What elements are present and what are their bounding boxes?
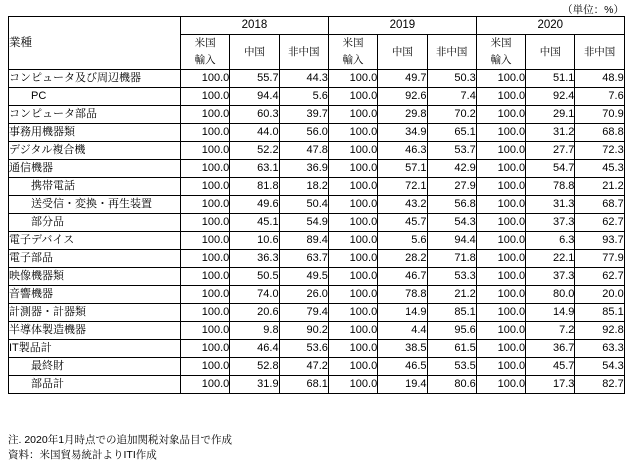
- cell-value: 74.0: [230, 286, 279, 304]
- cell-value: 50.5: [230, 268, 279, 286]
- cell-value: 7.2: [526, 322, 575, 340]
- cell-value: 100.0: [181, 142, 230, 160]
- cell-value: 100.0: [328, 106, 377, 124]
- cell-value: 79.4: [279, 304, 328, 322]
- cell-value: 7.4: [427, 88, 476, 106]
- header-subcol-line2: 輸入: [342, 54, 364, 66]
- table-header: [9, 17, 625, 70]
- cell-value: 62.7: [575, 268, 624, 286]
- cell-value: 95.6: [427, 322, 476, 340]
- cell-value: 80.6: [427, 376, 476, 394]
- cell-value: 72.3: [575, 142, 624, 160]
- cell-value: 100.0: [181, 340, 230, 358]
- row-label: 送受信・変換・再生装置: [9, 196, 181, 214]
- cell-value: 100.0: [328, 88, 377, 106]
- note-line-2: 資料：米国貿易統計よりITI作成: [8, 449, 157, 461]
- table-row: [9, 304, 625, 322]
- cell-value: 31.3: [526, 196, 575, 214]
- cell-value: 51.1: [526, 70, 575, 88]
- cell-value: 60.3: [230, 106, 279, 124]
- cell-value: 100.0: [181, 268, 230, 286]
- cell-value: 14.9: [526, 304, 575, 322]
- cell-value: 49.6: [230, 196, 279, 214]
- cell-value: 6.3: [526, 232, 575, 250]
- cell-value: 14.9: [378, 304, 427, 322]
- header-subcol-line1: 米国: [490, 37, 512, 49]
- row-label: 半導体製造機器: [9, 322, 181, 340]
- header-cell-us-import-2018: [181, 35, 230, 70]
- header-cell-year-2018: 2018: [181, 17, 329, 35]
- table-row: [9, 376, 625, 394]
- cell-value: 100.0: [328, 304, 377, 322]
- row-label: 電子部品: [9, 250, 181, 268]
- header-cell-us-import-2019: [328, 35, 377, 70]
- cell-value: 100.0: [328, 322, 377, 340]
- table-row: [9, 70, 625, 88]
- cell-value: 100.0: [476, 358, 525, 376]
- cell-value: 54.7: [526, 160, 575, 178]
- row-label: 計測器・計器類: [9, 304, 181, 322]
- cell-value: 80.0: [526, 286, 575, 304]
- cell-value: 4.4: [378, 322, 427, 340]
- table-row: [9, 286, 625, 304]
- table-row: [9, 358, 625, 376]
- cell-value: 5.6: [279, 88, 328, 106]
- cell-value: 36.9: [279, 160, 328, 178]
- cell-value: 100.0: [181, 250, 230, 268]
- table-row: [9, 232, 625, 250]
- table-row: [9, 214, 625, 232]
- cell-value: 56.0: [279, 124, 328, 142]
- row-label: コンピュータ及び周辺機器: [9, 70, 181, 88]
- cell-value: 52.8: [230, 358, 279, 376]
- cell-value: 29.8: [378, 106, 427, 124]
- cell-value: 100.0: [181, 106, 230, 124]
- cell-value: 100.0: [476, 106, 525, 124]
- cell-value: 100.0: [476, 88, 525, 106]
- cell-value: 100.0: [181, 376, 230, 394]
- table-row: [9, 268, 625, 286]
- header-cell-nonchina-2020: 非中国: [575, 35, 624, 70]
- cell-value: 21.2: [575, 178, 624, 196]
- cell-value: 100.0: [181, 322, 230, 340]
- cell-value: 100.0: [328, 178, 377, 196]
- cell-value: 47.8: [279, 142, 328, 160]
- cell-value: 45.7: [526, 358, 575, 376]
- cell-value: 44.3: [279, 70, 328, 88]
- cell-value: 54.3: [575, 358, 624, 376]
- cell-value: 100.0: [476, 160, 525, 178]
- cell-value: 100.0: [328, 232, 377, 250]
- cell-value: 92.4: [526, 88, 575, 106]
- cell-value: 100.0: [476, 268, 525, 286]
- header-subcol-line2: 輸入: [490, 54, 512, 66]
- cell-value: 53.6: [279, 340, 328, 358]
- cell-value: 27.9: [427, 178, 476, 196]
- cell-value: 47.2: [279, 358, 328, 376]
- header-cell-year-2020: 2020: [476, 17, 624, 35]
- row-label: 映像機器類: [9, 268, 181, 286]
- cell-value: 42.9: [427, 160, 476, 178]
- cell-value: 100.0: [476, 250, 525, 268]
- cell-value: 54.9: [279, 214, 328, 232]
- cell-value: 21.2: [427, 286, 476, 304]
- cell-value: 5.6: [378, 232, 427, 250]
- cell-value: 31.2: [526, 124, 575, 142]
- cell-value: 31.9: [230, 376, 279, 394]
- cell-value: 89.4: [279, 232, 328, 250]
- table-row: [9, 196, 625, 214]
- cell-value: 70.2: [427, 106, 476, 124]
- header-subcol-line1: 米国: [342, 37, 364, 49]
- cell-value: 53.3: [427, 268, 476, 286]
- cell-value: 55.7: [230, 70, 279, 88]
- cell-value: 45.3: [575, 160, 624, 178]
- cell-value: 36.3: [230, 250, 279, 268]
- cell-value: 100.0: [181, 214, 230, 232]
- row-label: 最終財: [9, 358, 181, 376]
- row-label: 音響機器: [9, 286, 181, 304]
- cell-value: 46.7: [378, 268, 427, 286]
- table-row: [9, 322, 625, 340]
- header-cell-china-2019: 中国: [378, 35, 427, 70]
- cell-value: 100.0: [328, 160, 377, 178]
- cell-value: 61.5: [427, 340, 476, 358]
- cell-value: 100.0: [476, 142, 525, 160]
- table-row: [9, 124, 625, 142]
- cell-value: 81.8: [230, 178, 279, 196]
- table-notes: [8, 433, 232, 463]
- header-cell-industry: 業種: [9, 17, 181, 70]
- cell-value: 94.4: [230, 88, 279, 106]
- cell-value: 85.1: [427, 304, 476, 322]
- cell-value: 100.0: [328, 250, 377, 268]
- cell-value: 70.9: [575, 106, 624, 124]
- table-row: [9, 160, 625, 178]
- cell-value: 100.0: [476, 124, 525, 142]
- cell-value: 71.8: [427, 250, 476, 268]
- cell-value: 37.3: [526, 268, 575, 286]
- cell-value: 100.0: [328, 268, 377, 286]
- cell-value: 100.0: [181, 286, 230, 304]
- unit-note: （単位：%）: [562, 4, 624, 16]
- cell-value: 68.1: [279, 376, 328, 394]
- cell-value: 100.0: [181, 232, 230, 250]
- note-line-1: 注. 2020年1月時点での追加関税対象品目で作成: [8, 434, 233, 446]
- cell-value: 52.2: [230, 142, 279, 160]
- cell-value: 26.0: [279, 286, 328, 304]
- table-row: [9, 106, 625, 124]
- cell-value: 38.5: [378, 340, 427, 358]
- row-label: 通信機器: [9, 160, 181, 178]
- cell-value: 93.7: [575, 232, 624, 250]
- cell-value: 100.0: [181, 88, 230, 106]
- cell-value: 68.7: [575, 196, 624, 214]
- cell-value: 46.4: [230, 340, 279, 358]
- header-cell-us-import-2020: [476, 35, 525, 70]
- row-label: デジタル複合機: [9, 142, 181, 160]
- cell-value: 100.0: [181, 304, 230, 322]
- cell-value: 94.4: [427, 232, 476, 250]
- cell-value: 100.0: [328, 124, 377, 142]
- cell-value: 46.5: [378, 358, 427, 376]
- cell-value: 100.0: [181, 358, 230, 376]
- cell-value: 100.0: [181, 124, 230, 142]
- cell-value: 49.7: [378, 70, 427, 88]
- cell-value: 100.0: [476, 286, 525, 304]
- row-label: PC: [9, 88, 181, 106]
- row-label: IT製品計: [9, 340, 181, 358]
- header-cell-china-2020: 中国: [526, 35, 575, 70]
- cell-value: 100.0: [476, 196, 525, 214]
- cell-value: 100.0: [476, 304, 525, 322]
- cell-value: 17.3: [526, 376, 575, 394]
- row-label: コンピュータ部品: [9, 106, 181, 124]
- cell-value: 63.7: [279, 250, 328, 268]
- cell-value: 36.7: [526, 340, 575, 358]
- cell-value: 7.6: [575, 88, 624, 106]
- row-label: 部品計: [9, 376, 181, 394]
- header-row-years: [9, 17, 625, 35]
- cell-value: 9.8: [230, 322, 279, 340]
- cell-value: 49.5: [279, 268, 328, 286]
- cell-value: 100.0: [476, 376, 525, 394]
- cell-value: 46.3: [378, 142, 427, 160]
- cell-value: 90.2: [279, 322, 328, 340]
- cell-value: 100.0: [328, 70, 377, 88]
- cell-value: 28.2: [378, 250, 427, 268]
- cell-value: 37.3: [526, 214, 575, 232]
- cell-value: 53.7: [427, 142, 476, 160]
- cell-value: 63.3: [575, 340, 624, 358]
- cell-value: 56.8: [427, 196, 476, 214]
- header-subcol-line2: 輸入: [194, 54, 216, 66]
- cell-value: 48.9: [575, 70, 624, 88]
- cell-value: 43.2: [378, 196, 427, 214]
- row-label: 事務用機器類: [9, 124, 181, 142]
- cell-value: 68.8: [575, 124, 624, 142]
- cell-value: 100.0: [328, 196, 377, 214]
- table-row: [9, 88, 625, 106]
- cell-value: 100.0: [476, 340, 525, 358]
- cell-value: 50.3: [427, 70, 476, 88]
- cell-value: 100.0: [328, 358, 377, 376]
- cell-value: 100.0: [476, 214, 525, 232]
- cell-value: 29.1: [526, 106, 575, 124]
- row-label: 部分品: [9, 214, 181, 232]
- table-row: [9, 178, 625, 196]
- cell-value: 62.7: [575, 214, 624, 232]
- cell-value: 100.0: [328, 376, 377, 394]
- header-cell-year-2019: 2019: [328, 17, 476, 35]
- cell-value: 100.0: [181, 196, 230, 214]
- cell-value: 65.1: [427, 124, 476, 142]
- cell-value: 53.5: [427, 358, 476, 376]
- cell-value: 100.0: [328, 286, 377, 304]
- cell-value: 92.8: [575, 322, 624, 340]
- table-row: [9, 250, 625, 268]
- cell-value: 45.1: [230, 214, 279, 232]
- cell-value: 72.1: [378, 178, 427, 196]
- cell-value: 78.8: [526, 178, 575, 196]
- import-share-table: [8, 16, 625, 394]
- row-label: 携帯電話: [9, 178, 181, 196]
- cell-value: 100.0: [328, 142, 377, 160]
- cell-value: 27.7: [526, 142, 575, 160]
- cell-value: 100.0: [181, 70, 230, 88]
- cell-value: 100.0: [476, 322, 525, 340]
- cell-value: 39.7: [279, 106, 328, 124]
- table-row: [9, 142, 625, 160]
- cell-value: 57.1: [378, 160, 427, 178]
- cell-value: 100.0: [476, 70, 525, 88]
- cell-value: 22.1: [526, 250, 575, 268]
- cell-value: 100.0: [328, 340, 377, 358]
- cell-value: 20.6: [230, 304, 279, 322]
- cell-value: 100.0: [476, 232, 525, 250]
- cell-value: 78.8: [378, 286, 427, 304]
- cell-value: 100.0: [328, 214, 377, 232]
- cell-value: 100.0: [476, 178, 525, 196]
- cell-value: 77.9: [575, 250, 624, 268]
- header-cell-china-2018: 中国: [230, 35, 279, 70]
- cell-value: 92.6: [378, 88, 427, 106]
- cell-value: 45.7: [378, 214, 427, 232]
- row-label: 電子デバイス: [9, 232, 181, 250]
- header-subcol-line1: 米国: [194, 37, 216, 49]
- cell-value: 19.4: [378, 376, 427, 394]
- cell-value: 54.3: [427, 214, 476, 232]
- cell-value: 82.7: [575, 376, 624, 394]
- table-row: [9, 340, 625, 358]
- cell-value: 50.4: [279, 196, 328, 214]
- cell-value: 63.1: [230, 160, 279, 178]
- cell-value: 85.1: [575, 304, 624, 322]
- header-cell-nonchina-2018: 非中国: [279, 35, 328, 70]
- cell-value: 100.0: [181, 178, 230, 196]
- cell-value: 10.6: [230, 232, 279, 250]
- cell-value: 20.0: [575, 286, 624, 304]
- cell-value: 44.0: [230, 124, 279, 142]
- cell-value: 18.2: [279, 178, 328, 196]
- cell-value: 34.9: [378, 124, 427, 142]
- header-cell-nonchina-2019: 非中国: [427, 35, 476, 70]
- table-body: [9, 70, 625, 394]
- cell-value: 100.0: [181, 160, 230, 178]
